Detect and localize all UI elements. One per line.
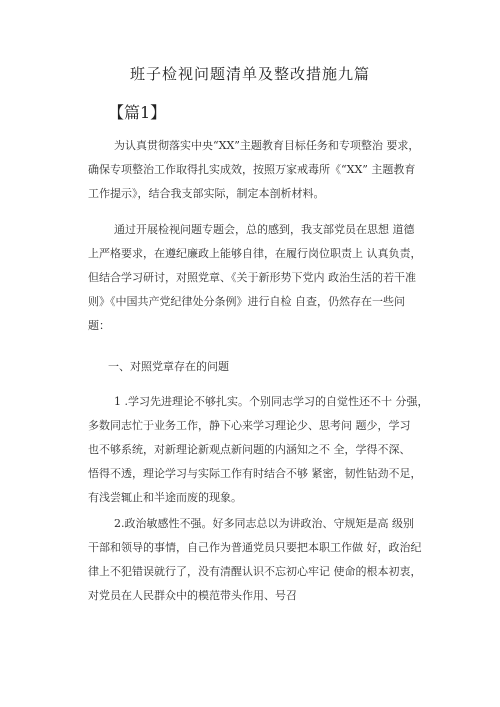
section-heading: 一、对照党章存在的问题 (108, 360, 229, 373)
paragraph-line: 对党员在人民群众中的模范带头作用、号召 (88, 589, 297, 602)
paragraph-summary (88, 218, 433, 338)
paragraph-item-2 (88, 512, 433, 608)
paragraph-line: 律上不犯错误就行了，没有清醒认识不忘初心牢记 使命的根本初衷， (88, 565, 422, 578)
paragraph-line: 为认真贯彻落实中央“XX”主题教育目标任务和专项整治 要求， (114, 139, 420, 152)
paragraph-line: 1 .学习先进理论不够扎实。个别同志学习的自觉性还不十 分强， (114, 395, 429, 408)
paragraph-line: 也不够系统，对新理论新观点新问题的内涵知之不 全，学得不深、 (88, 443, 411, 456)
section-tag: 【篇1】 (108, 103, 167, 122)
paragraph-line: 上严格要求，在遵纪廉政上能够自律，在履行岗位职责上 认真负责， (88, 247, 422, 260)
paragraph-line: 2.政治敏感性不强。好多同志总以为讲政治、守规矩是高 级别 (114, 517, 414, 530)
paragraph-item-1 (88, 390, 433, 510)
paragraph-line: 但结合学习研讨，对照党章、《关于新形势下党内 政治生活的若干准 (88, 271, 416, 284)
paragraph-line: 工作提示》，结合我支部实际，制定本剖析材料。 (88, 187, 325, 200)
paragraph-line: 有浅尝辄止和半途而废的现象。 (88, 491, 242, 504)
paragraph-line: 干部和领导的事情，自己作为普通党员只要把本职工作做 好，政治纪 (88, 541, 422, 554)
paragraph-line: 确保专项整治工作取得扎实成效，按照万家戒毒所《“XX” 主题教育 (88, 163, 416, 176)
document-title: 班子检视问题清单及整改措施九篇 (129, 65, 370, 83)
paragraph-intro (88, 134, 433, 206)
paragraph-line: 通过开展检视问题专题会，总的感到，我支部党员在思想 道德 (114, 223, 415, 236)
paragraph-line: 题： (88, 319, 110, 332)
paragraph-line: 则》《中国共产党纪律处分条例》进行自检 自查，仍然存在一些问 (88, 295, 405, 308)
paragraph-line: 悟得不透，理论学习与实际工作有时结合不够 紧密，韧性钻劲不足， (88, 467, 422, 480)
paragraph-line: 多数同志忙于业务工作，静下心来学习理论少、思考问 题少，学习 (88, 419, 411, 432)
